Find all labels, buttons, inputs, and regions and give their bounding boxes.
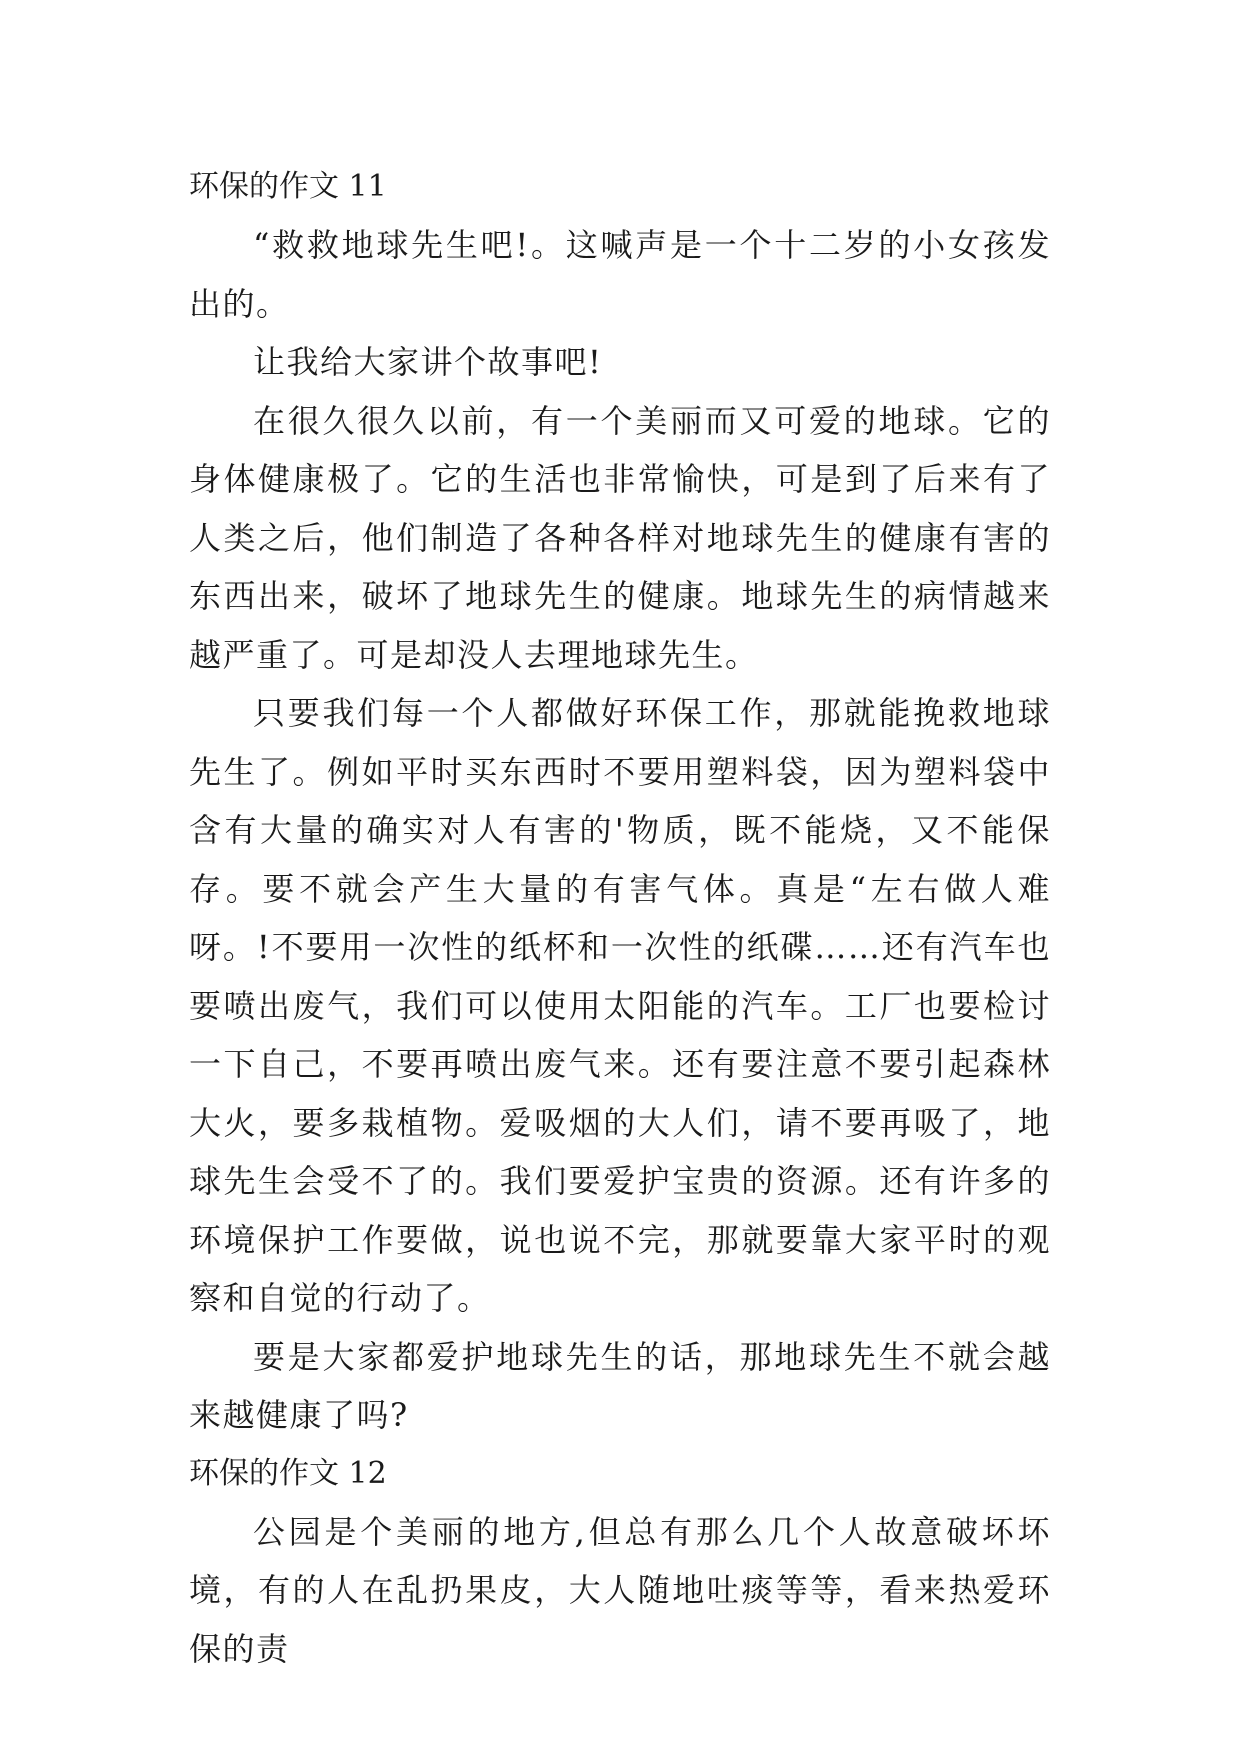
essay-title-11: 环保的作文 11 (189, 169, 387, 204)
document-page (189, 158, 1051, 1678)
paragraph: 在很久很久以前，有一个美丽而又可爱的地球。它的身体健康极了。它的生活也非常愉快，可是到了后来有了人类之后，他们制造了各种各样对地球先生的健康有害的东西出来，破坏了地球先生的健康。地球先生的病情越来越严重了。可是却没人去理地球先生。 (189, 401, 1051, 674)
paragraph: “救救地球先生吧!。这喊声是一个十二岁的小女孩发出的。 (189, 226, 1051, 323)
paragraph: 公园是个美丽的地方,但总有那么几个人故意破坏坏境，有的人在乱扔果皮，大人随地吐痰等等，看来热爱环保的责 (189, 1512, 1051, 1668)
paragraph: 只要我们每一个人都做好环保工作，那就能挽救地球先生了。例如平时买东西时不要用塑料袋，因为塑料袋中含有大量的确实对人有害的'物质，既不能烧，又不能保存。要不就会产生大量的有害气体。真是“左右做人难呀。!不要用一次性的纸杯和一次性的纸碟……还有汽车也要喷出废气，我们可以使用太阳能的汽车。工厂也要检讨一下自己，不要再喷出废气来。还有要注意不要引起森林大火，要多栽植物。爱吸烟的大人们，请不要再吸了，地球先生会受不了的。我们要爱护宝贵的资源。还有许多的环境保护工作要做，说也说不完，那就要靠大家平时的观察和自觉的行动了。 (189, 694, 1051, 1317)
essay-title-12: 环保的作文 12 (189, 1455, 387, 1491)
paragraph: 要是大家都爱护地球先生的话，那地球先生不就会越来越健康了吗? (189, 1337, 1051, 1434)
paragraph: 让我给大家讲个故事吧! (253, 343, 603, 381)
